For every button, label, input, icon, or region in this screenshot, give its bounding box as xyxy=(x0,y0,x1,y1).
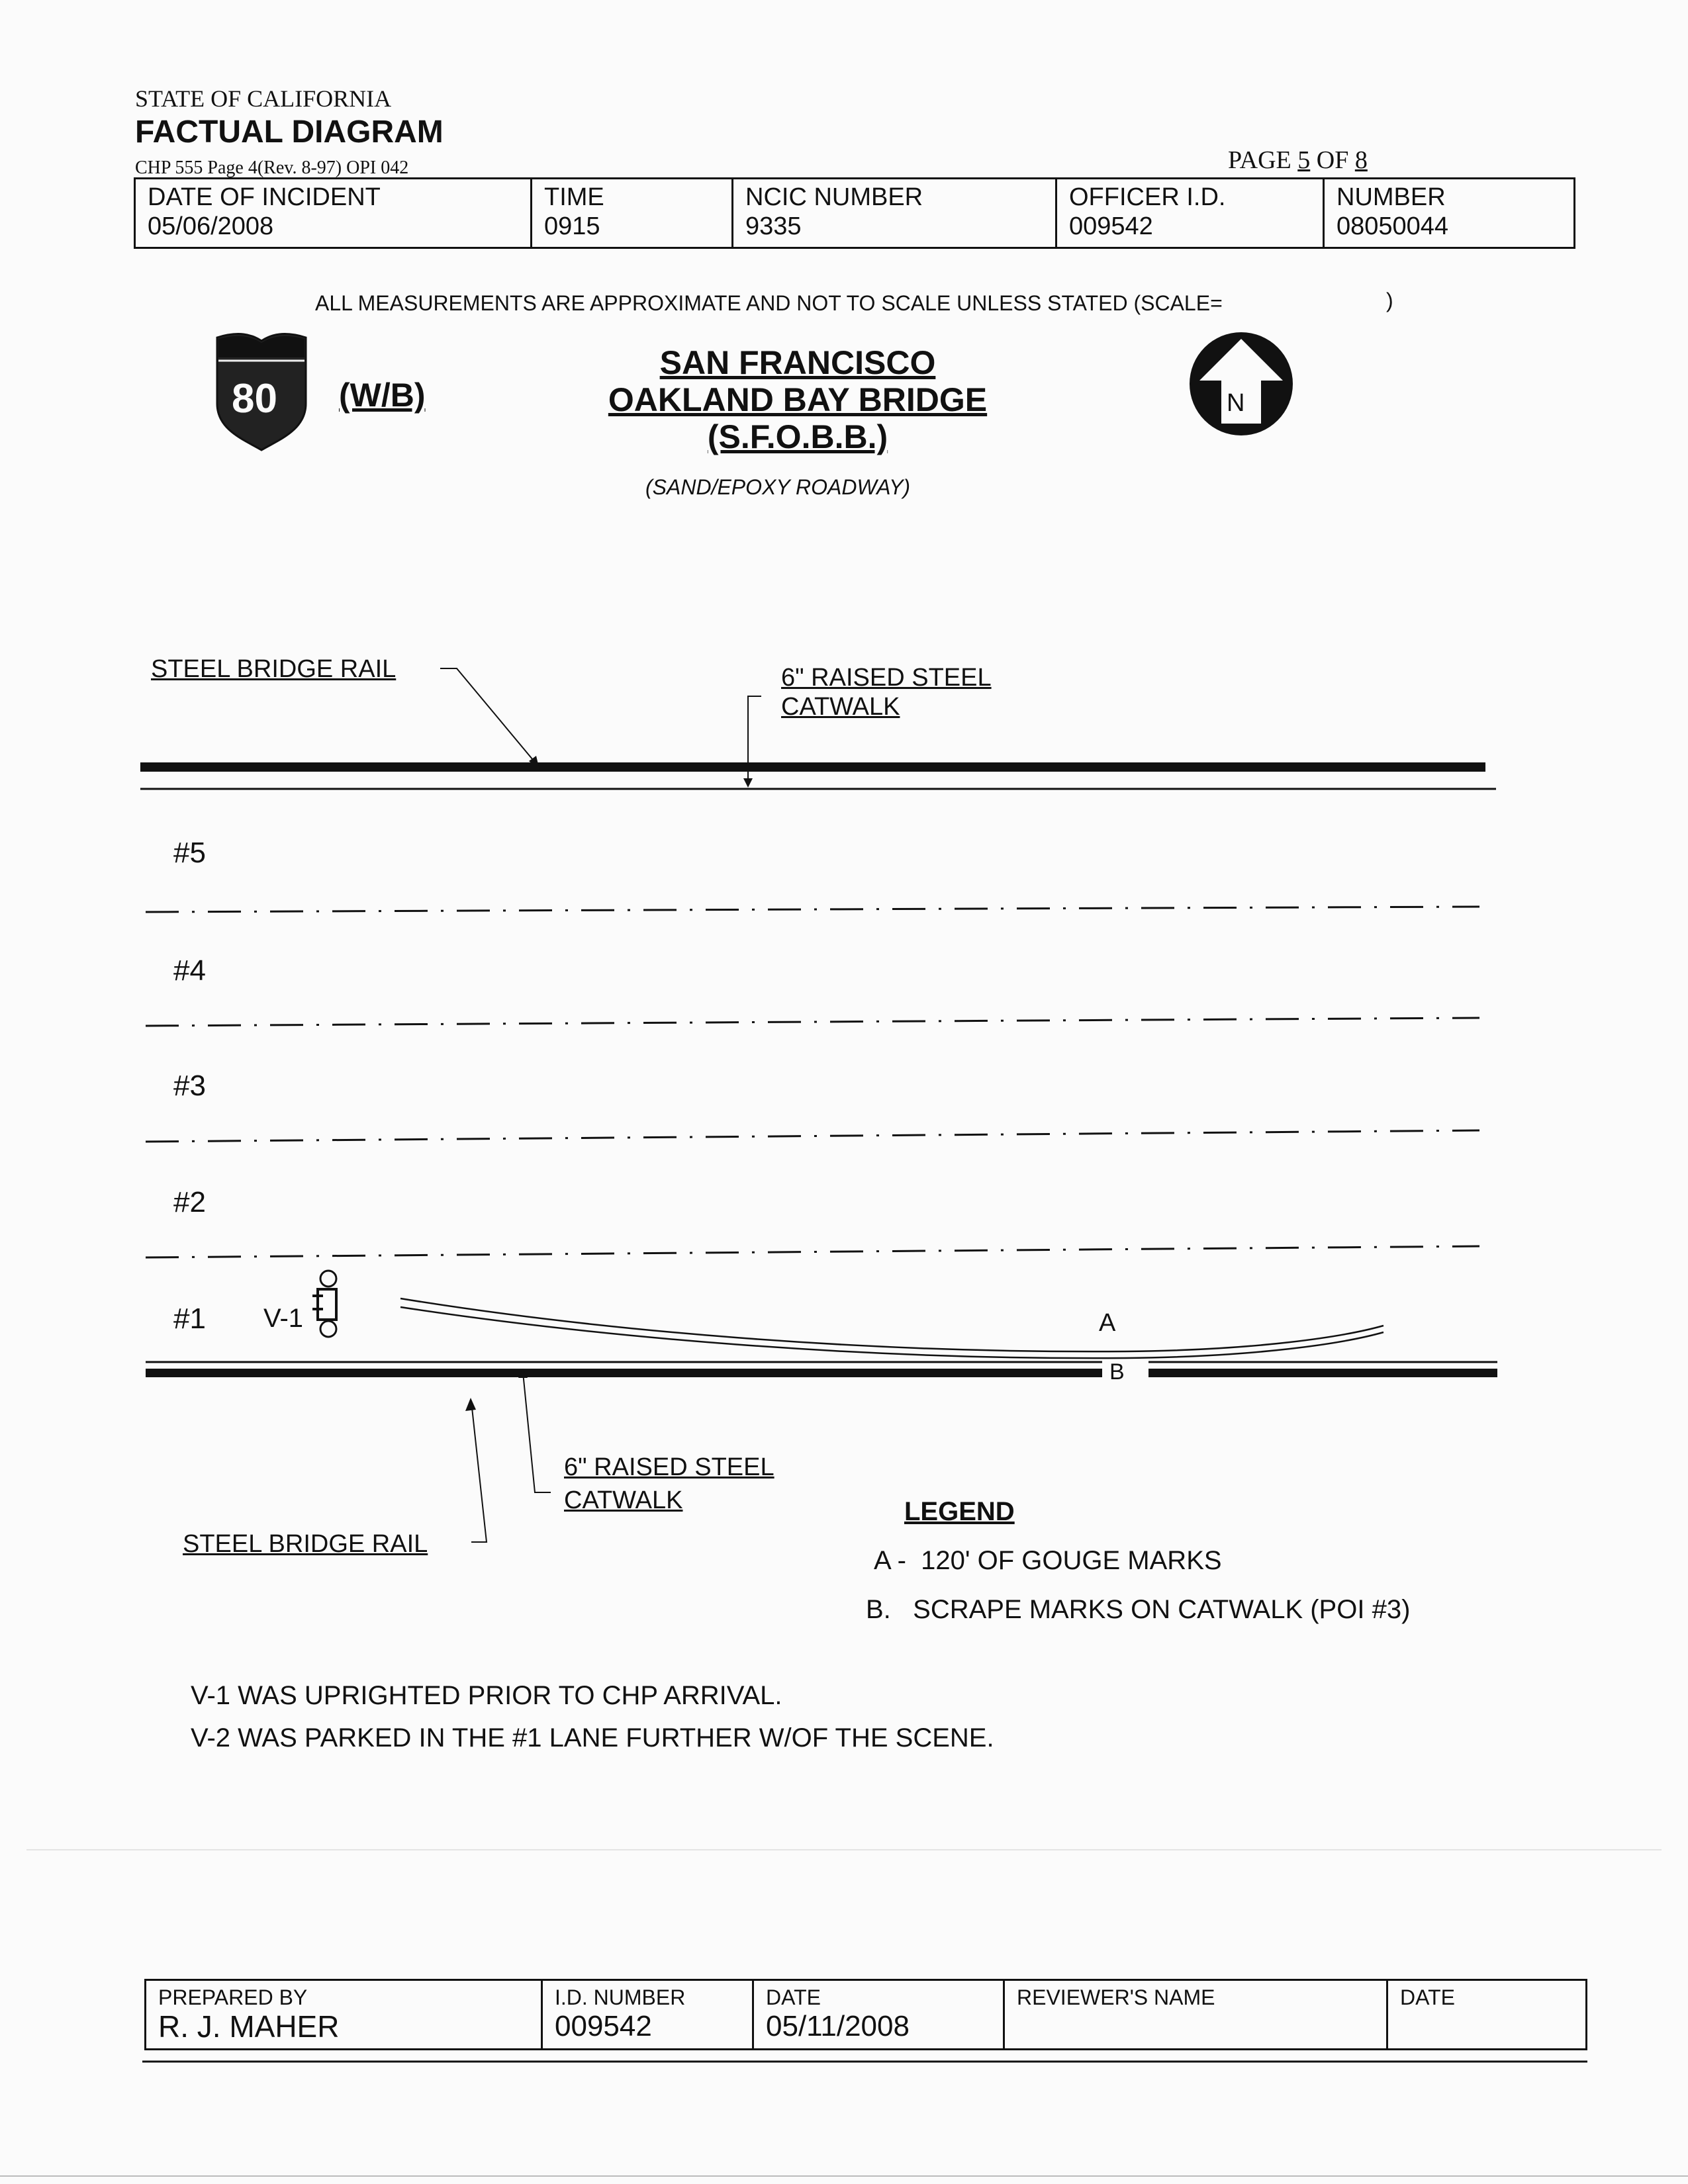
bottom-catwalk-leader xyxy=(523,1371,551,1492)
prepared-date-value: 05/11/2008 xyxy=(766,2010,910,2042)
bottom-rail-leader xyxy=(471,1402,487,1542)
gouge-mark-line-2 xyxy=(400,1307,1383,1358)
legend-item-a: A - 120' OF GOUGE MARKS xyxy=(874,1546,1222,1575)
review-date-cell xyxy=(1387,1980,1587,2050)
page-of-label: OF xyxy=(1316,146,1349,174)
bottom-catwalk-label-line1: 6" RAISED STEEL xyxy=(564,1453,774,1481)
top-rail-leader xyxy=(440,668,539,768)
bottom-rail-label: STEEL BRIDGE RAIL xyxy=(183,1530,428,1558)
form-title: FACTUAL DIAGRAM xyxy=(135,114,444,150)
ncic-label: NCIC NUMBER xyxy=(745,183,923,211)
prepared-by-cell xyxy=(146,1980,542,2050)
interstate-number: 80 xyxy=(232,376,277,422)
lane-divider-3-2 xyxy=(146,1130,1479,1142)
mark-b-label: B xyxy=(1107,1359,1127,1385)
id-number-label: I.D. NUMBER xyxy=(555,1985,686,2009)
north-label: N xyxy=(1227,389,1245,417)
page-total: 8 xyxy=(1354,146,1368,174)
prepared-date-label: DATE xyxy=(766,1985,821,2009)
lane-label-1: #1 xyxy=(173,1302,206,1335)
bottom-catwalk-label xyxy=(564,1451,774,1517)
prepared-by-table xyxy=(144,1979,1587,2050)
measurement-note: ALL MEASUREMENTS ARE APPROXIMATE AND NOT TO SCALE UNLESS STATED (SCALE= xyxy=(315,291,1223,315)
measurement-note-close: ) xyxy=(1386,289,1393,312)
prepared-by-label: PREPARED BY xyxy=(158,1985,308,2009)
form-state: STATE OF CALIFORNIA xyxy=(135,85,392,112)
lane-label-4: #4 xyxy=(173,954,206,987)
ncic-value: 9335 xyxy=(745,212,802,240)
note-1: V-1 WAS UPRIGHTED PRIOR TO CHP ARRIVAL. xyxy=(191,1681,782,1710)
legend-item-b: B. SCRAPE MARKS ON CATWALK (POI #3) xyxy=(866,1595,1411,1624)
number-value: 08050044 xyxy=(1336,212,1449,240)
legend-title: LEGEND xyxy=(904,1497,1015,1526)
lane-divider-5-4 xyxy=(146,907,1479,912)
diagram-title xyxy=(563,344,1033,455)
vehicle-v1-label: V-1 xyxy=(263,1304,304,1333)
time-value: 0915 xyxy=(544,212,600,240)
diagram-subtitle: (SAND/EPOXY ROADWAY) xyxy=(645,475,911,499)
page-label: PAGE xyxy=(1228,146,1291,174)
top-catwalk-label-line2: CATWALK xyxy=(781,693,900,721)
diagram-title-line3: (S.F.O.B.B.) xyxy=(707,418,888,455)
bottom-steel-bridge-rail xyxy=(146,1369,1102,1377)
vehicle-v1-icon xyxy=(312,1271,336,1337)
note-2: V-2 WAS PARKED IN THE #1 LANE FURTHER W/OF THE SCENE. xyxy=(191,1723,994,1752)
id-number-cell xyxy=(542,1980,753,2050)
lane-dividers xyxy=(146,907,1479,1257)
id-number-value: 009542 xyxy=(555,2010,652,2042)
lane-label-5: #5 xyxy=(173,837,206,869)
top-steel-bridge-rail xyxy=(140,762,1485,772)
bottom-catwalk-label-line2: CATWALK xyxy=(564,1486,683,1514)
prepared-by-value: R. J. MAHER xyxy=(158,2009,340,2044)
reviewer-name-cell xyxy=(1004,1980,1387,2050)
officer-id-label: OFFICER I.D. xyxy=(1069,183,1226,211)
time-label: TIME xyxy=(544,183,604,211)
page-number: 5 xyxy=(1297,146,1311,174)
diagram-title-line2: OAKLAND BAY BRIDGE xyxy=(608,381,988,418)
gouge-mark-line-1 xyxy=(400,1298,1383,1351)
diagram-title-line1: SAN FRANCISCO xyxy=(659,344,936,381)
date-of-incident-value: 05/06/2008 xyxy=(148,212,274,240)
direction-label: (W/B) xyxy=(339,377,426,414)
date-of-incident-label: DATE OF INCIDENT xyxy=(148,183,381,211)
mark-a-label: A xyxy=(1099,1309,1116,1337)
lane-divider-2-1 xyxy=(146,1246,1479,1257)
officer-id-value: 009542 xyxy=(1069,212,1153,240)
review-date-label: DATE xyxy=(1400,1985,1455,2009)
reviewer-name-label: REVIEWER'S NAME xyxy=(1017,1985,1215,2009)
lane-divider-4-3 xyxy=(146,1018,1479,1026)
form-code: CHP 555 Page 4(Rev. 8-97) OPI 042 xyxy=(135,158,409,178)
prepared-date-cell xyxy=(753,1980,1004,2050)
lane-label-2: #2 xyxy=(173,1186,206,1218)
top-rail-label: STEEL BRIDGE RAIL xyxy=(151,655,397,683)
north-arrow-icon xyxy=(1190,332,1293,435)
lane-label-3: #3 xyxy=(173,1069,206,1102)
top-catwalk-label-line1: 6" RAISED STEEL xyxy=(781,664,992,692)
top-catwalk-label xyxy=(781,663,992,721)
number-label: NUMBER xyxy=(1336,183,1446,211)
